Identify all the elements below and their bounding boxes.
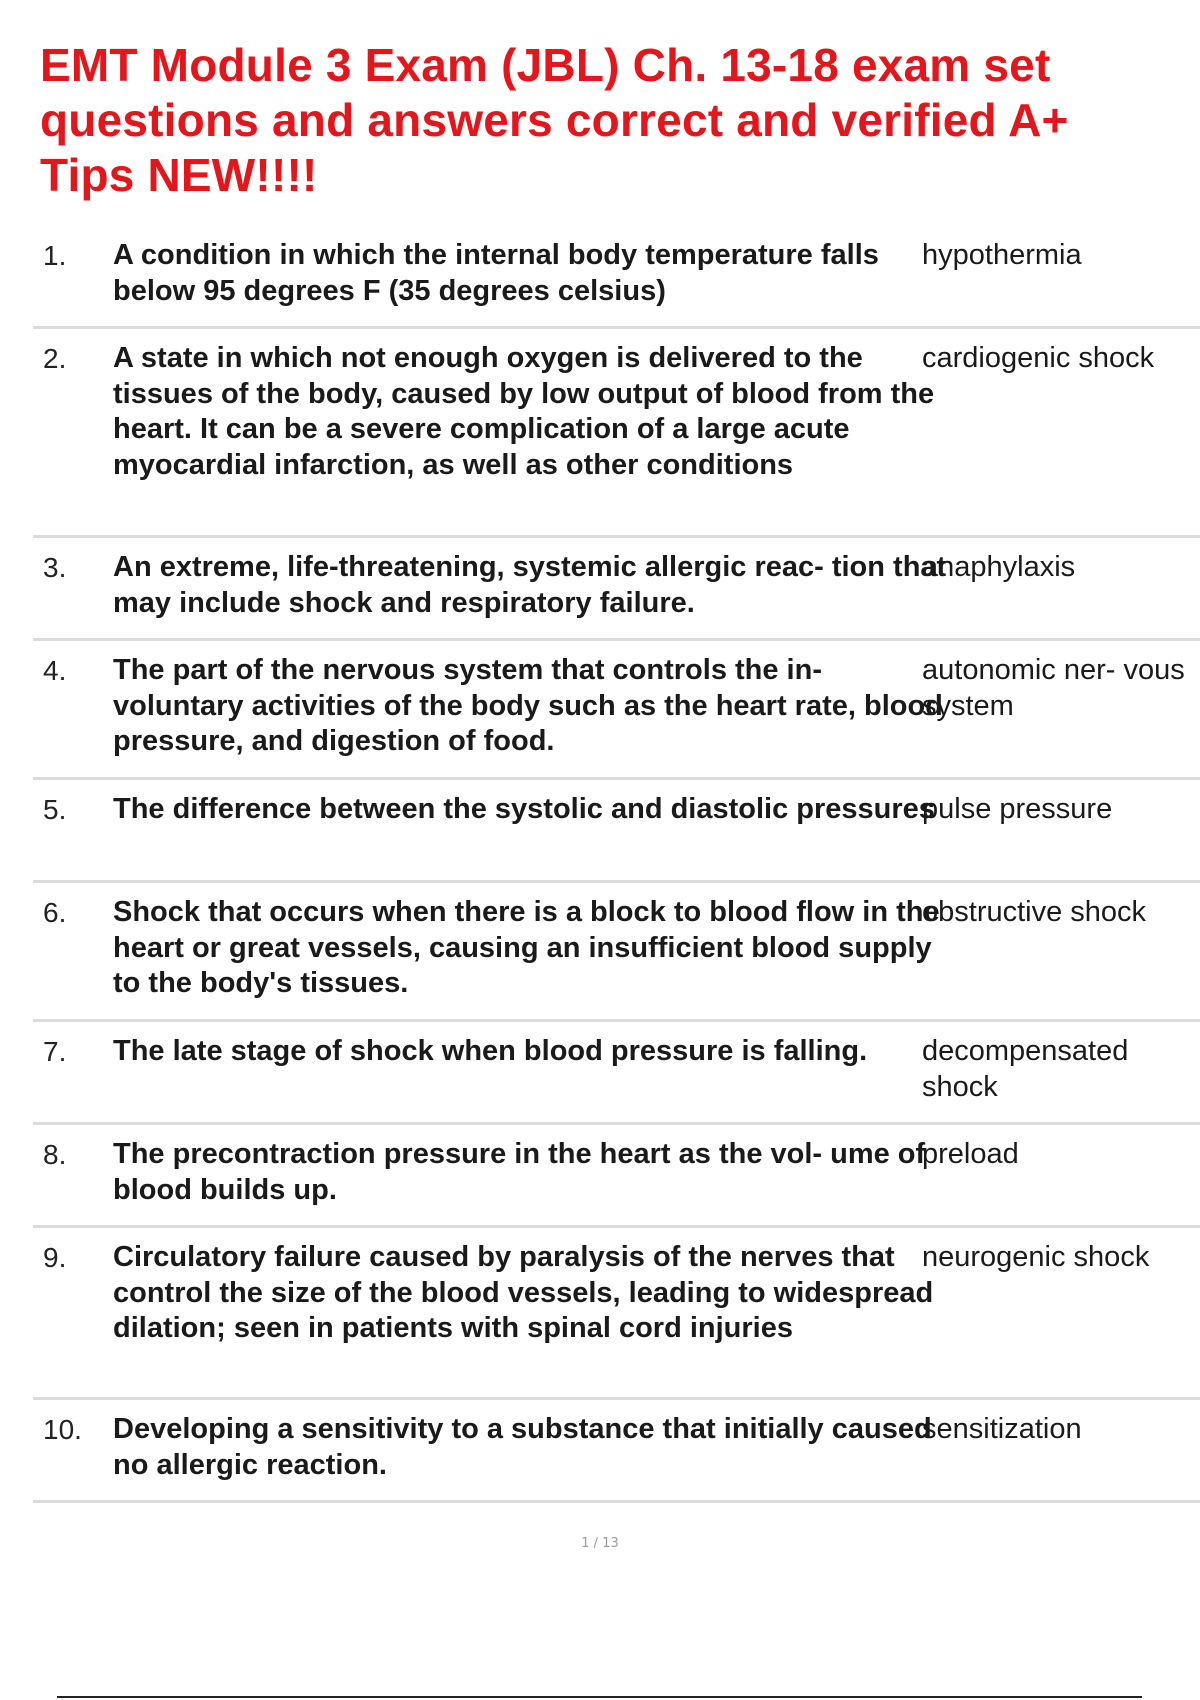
question-text: The part of the nervous system that controls the in- voluntary activities of the body such as the heart rate, blood pressure, and digestion of food. bbox=[113, 654, 943, 757]
answer-text: preload bbox=[922, 1138, 1019, 1170]
question-text: A condition in which the internal body temperature falls below 95 degrees F (35 degrees celsius) bbox=[113, 239, 879, 307]
document-title: EMT Module 3 Exam (JBL) Ch. 13-18 exam set questions and answers correct and verified A+ Tips NEW!!!! bbox=[40, 39, 1069, 201]
answer-text: decompensated shock bbox=[922, 1035, 1129, 1103]
question-number: 2. bbox=[43, 343, 67, 374]
bottom-divider bbox=[57, 1696, 1142, 1698]
question-number: 4. bbox=[43, 655, 67, 686]
question-row-7 bbox=[33, 1022, 1200, 1125]
question-number: 5. bbox=[43, 794, 67, 825]
question-row-8 bbox=[33, 1125, 1200, 1228]
question-text: The precontraction pressure in the heart as the vol- ume of blood builds up. bbox=[113, 1138, 926, 1206]
question-number: 10. bbox=[43, 1414, 82, 1445]
question-number: 1. bbox=[43, 240, 67, 271]
question-text: Shock that occurs when there is a block to blood flow in the heart or great vessels, causing an insufficient blood supply to the body's tissues. bbox=[113, 896, 940, 999]
question-row-5 bbox=[33, 780, 1200, 883]
answer-text: pulse pressure bbox=[922, 793, 1113, 825]
question-row-9 bbox=[33, 1228, 1200, 1400]
question-text: Developing a sensitivity to a substance that initially caused no allergic reaction. bbox=[113, 1413, 932, 1481]
question-text: The difference between the systolic and diastolic pressures bbox=[113, 793, 935, 825]
question-text: An extreme, life-threatening, systemic allergic reac- tion that may include shock and respiratory failure. bbox=[113, 551, 947, 619]
question-text: The late stage of shock when blood pressure is falling. bbox=[113, 1035, 868, 1067]
question-row-3 bbox=[33, 538, 1200, 641]
answer-text: autonomic ner- vous system bbox=[922, 654, 1185, 722]
question-answer-list bbox=[33, 226, 1200, 1503]
answer-text: sensitization bbox=[922, 1413, 1082, 1445]
answer-text: hypothermia bbox=[922, 239, 1082, 271]
question-row-10 bbox=[33, 1400, 1200, 1503]
answer-text: neurogenic shock bbox=[922, 1241, 1150, 1273]
question-number: 9. bbox=[43, 1242, 67, 1273]
question-row-4 bbox=[33, 641, 1200, 780]
page-indicator: 1 / 13 bbox=[581, 1536, 619, 1551]
question-text: A state in which not enough oxygen is delivered to the tissues of the body, caused by low output of blood from the heart. It can be a severe complication of a large acute myocardial infarction, as well as other conditions bbox=[113, 342, 935, 481]
question-row-2 bbox=[33, 329, 1200, 538]
question-number: 6. bbox=[43, 897, 67, 928]
question-number: 3. bbox=[43, 552, 67, 583]
answer-text: obstructive shock bbox=[922, 896, 1147, 928]
answer-text: anaphylaxis bbox=[922, 551, 1076, 583]
question-number: 7. bbox=[43, 1036, 67, 1067]
answer-text: cardiogenic shock bbox=[922, 342, 1155, 374]
question-number: 8. bbox=[43, 1139, 67, 1170]
question-row-6 bbox=[33, 883, 1200, 1022]
question-text: Circulatory failure caused by paralysis of the nerves that control the size of the blood vessels, leading to widespread dilation; seen in patients with spinal cord injuries bbox=[113, 1241, 934, 1344]
question-row-1 bbox=[33, 226, 1200, 329]
